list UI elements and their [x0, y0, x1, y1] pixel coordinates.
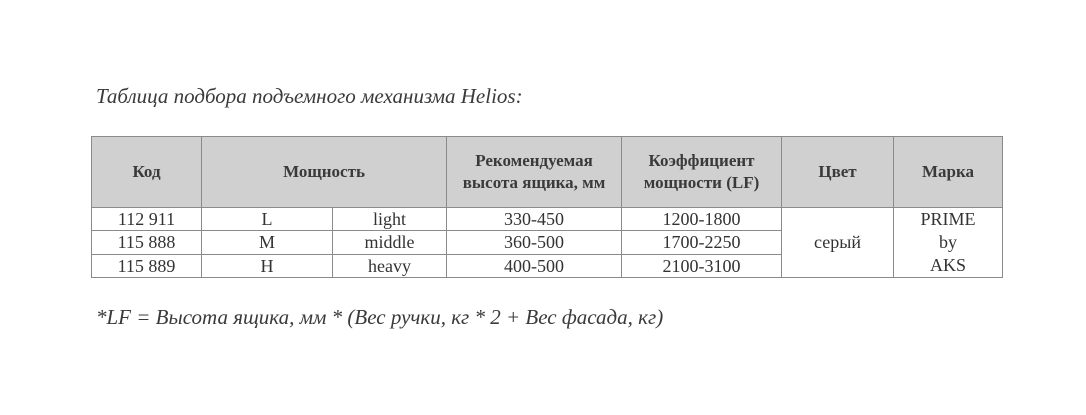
cell-power-name: light	[333, 208, 447, 231]
cell-power-name: heavy	[333, 254, 447, 277]
footnote-formula: *LF = Высота ящика, мм * (Вес ручки, кг * 2 + Вес фасада, кг)	[96, 305, 664, 329]
cell-height: 360-500	[447, 231, 622, 254]
table-title: Таблица подбора подъемного механизма Helios:	[96, 84, 523, 108]
cell-lf: 1700-2250	[622, 231, 782, 254]
cell-code: 115 888	[92, 231, 202, 254]
cell-lf: 1200-1800	[622, 208, 782, 231]
header-color: Цвет	[782, 137, 894, 208]
brand-line-1: PRIME	[920, 209, 976, 229]
cell-height: 400-500	[447, 254, 622, 277]
cell-power-name: middle	[333, 231, 447, 254]
header-power-coefficient: Коэффициент мощности (LF)	[622, 137, 782, 208]
cell-color: серый	[782, 208, 894, 278]
cell-lf: 2100-3100	[622, 254, 782, 277]
cell-code: 115 889	[92, 254, 202, 277]
table-row	[92, 208, 1003, 231]
header-recommended-height: Рекомендуемая высота ящика, мм	[447, 137, 622, 208]
cell-power-letter: L	[202, 208, 333, 231]
header-code: Код	[92, 137, 202, 208]
cell-code: 112 911	[92, 208, 202, 231]
cell-power-letter: H	[202, 254, 333, 277]
helios-selection-table	[91, 136, 1003, 278]
brand-line-3: AKS	[930, 255, 967, 275]
cell-brand	[894, 208, 1003, 278]
header-brand: Марка	[894, 137, 1003, 208]
brand-line-2: by	[939, 232, 958, 252]
header-power: Мощность	[202, 137, 447, 208]
header-row	[92, 137, 1003, 208]
cell-power-letter: M	[202, 231, 333, 254]
cell-height: 330-450	[447, 208, 622, 231]
